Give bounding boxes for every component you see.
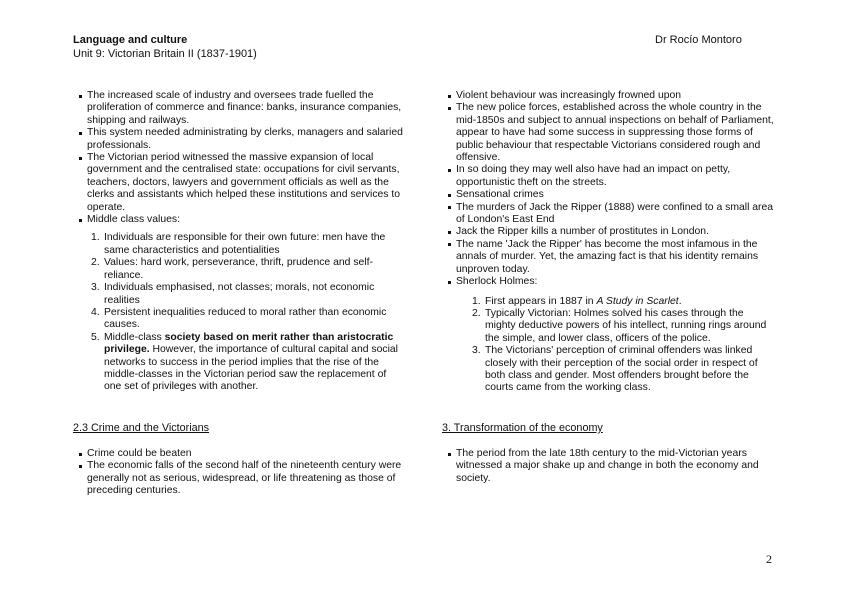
item-number: 3. [91,282,100,294]
list-item: The economic falls of the second half of the nineteenth century were generally not as serious, widespread, or life threatening as those of preceding centuries. [73,460,405,497]
item-text: Individuals are responsible for their own future: men have the same characteristics and potentialities [104,232,386,256]
bullet-list [442,448,776,485]
item-number: 1. [472,295,481,307]
list-item: The new police forces, established across the whole country in the mid-1850s and subject to annual inspections on behalf of Parliament, appear to have had some success in suppressing those forms of public behaviour that respectable Victorians considered rough and offensive. [442,102,776,164]
item-text: Persistent inequalities reduced to moral rather than economic causes. [104,306,387,331]
item-text: Individuals emphasised, not classes; morals, not economic realities [104,282,375,306]
list-item [73,282,405,307]
list-item [73,257,405,282]
middle-class-values-list [73,232,405,393]
item-text-post: . [678,295,682,307]
book-title: A Study in Scarlet [596,295,679,307]
list-item: The murders of Jack the Ripper (1888) were confined to a small area of London's East End [442,202,776,227]
list-item: Crime could be beaten [73,448,405,460]
item-text: The Victorians' perception of criminal offenders was linked closely with their perception of the social order in respect of both class and gender. Most offenders brought before the courts came from the working class. [485,345,758,394]
item-number: 3. [472,345,481,357]
list-item: Middle class values: [73,214,405,226]
item-text-post: However, the importance of cultural capital and social networks to success in the period implies that the rise of the middle-classes in the Victorian period saw the replacement of one set of privileges with another. [104,344,398,393]
item-text: Values: hard work, perseverance, thrift, prudence and self-reliance. [104,257,373,281]
list-item: The name 'Jack the Ripper' has become the most infamous in the annals of murder. Yet, the amazing fact is that his identity remains unproven today. [442,239,776,276]
bullet-list [73,448,405,498]
list-item: Jack the Ripper kills a number of prostitutes in London. [442,226,776,238]
economy-section-body [442,448,776,485]
unit-title: Unit 9: Victorian Britain II (1837-1901) [73,48,257,60]
list-item: This system needed administrating by clerks, managers and salaried professionals. [73,127,405,152]
list-item [442,345,776,395]
item-text-bold: society based on merit rather than aristocratic privilege. [104,331,394,356]
section-heading-economy: 3. Transformation of the economy [442,422,603,434]
sherlock-holmes-list [442,296,776,395]
list-item: In so doing they may well also have had an impact on petty, opportunistic theft on the streets. [442,164,776,189]
item-number: 4. [91,306,100,318]
author-name: Dr Rocío Montoro [655,34,742,46]
item-number: 5. [91,331,100,343]
list-item: The period from the late 18th century to the mid-Victorian years witnessed a major shake up and change in both the economy and society. [442,448,776,485]
right-column [442,90,776,395]
item-text-pre: Middle-class [104,331,165,343]
bullet-list [442,90,776,289]
item-text-pre: First appears in 1887 in [485,295,597,307]
item-number: 1. [91,232,100,244]
crime-section-body [73,448,405,498]
bullet-list [73,90,405,226]
left-column [73,90,405,394]
list-item [73,307,405,332]
list-item: Sherlock Holmes: [442,276,776,288]
course-title: Language and culture [73,34,188,46]
list-item: The increased scale of industry and oversees trade fuelled the proliferation of commerce and finance: banks, insurance companies, shipping and railways. [73,90,405,127]
list-item [442,296,776,308]
list-item [73,332,405,394]
item-number: 2. [91,257,100,269]
section-heading-crime: 2.3 Crime and the Victorians [73,422,210,434]
page-number: 2 [766,552,772,566]
item-number: 2. [472,307,481,319]
list-item [442,308,776,345]
list-item [73,232,405,257]
header-left [73,33,257,61]
list-item: The Victorian period witnessed the massive expansion of local government and the centralised state: occupations for civil servants, teachers, doctors, lawyers and government officials as well as the clerks and assistants which helped these institutions and services to operate. [73,152,405,214]
list-item: Sensational crimes [442,189,776,201]
item-text: Typically Victorian: Holmes solved his cases through the mighty deductive powers of his intellect, running rings around the simple, and lower class, officers of the police. [485,307,767,344]
list-item: Violent behaviour was increasingly frowned upon [442,90,776,102]
